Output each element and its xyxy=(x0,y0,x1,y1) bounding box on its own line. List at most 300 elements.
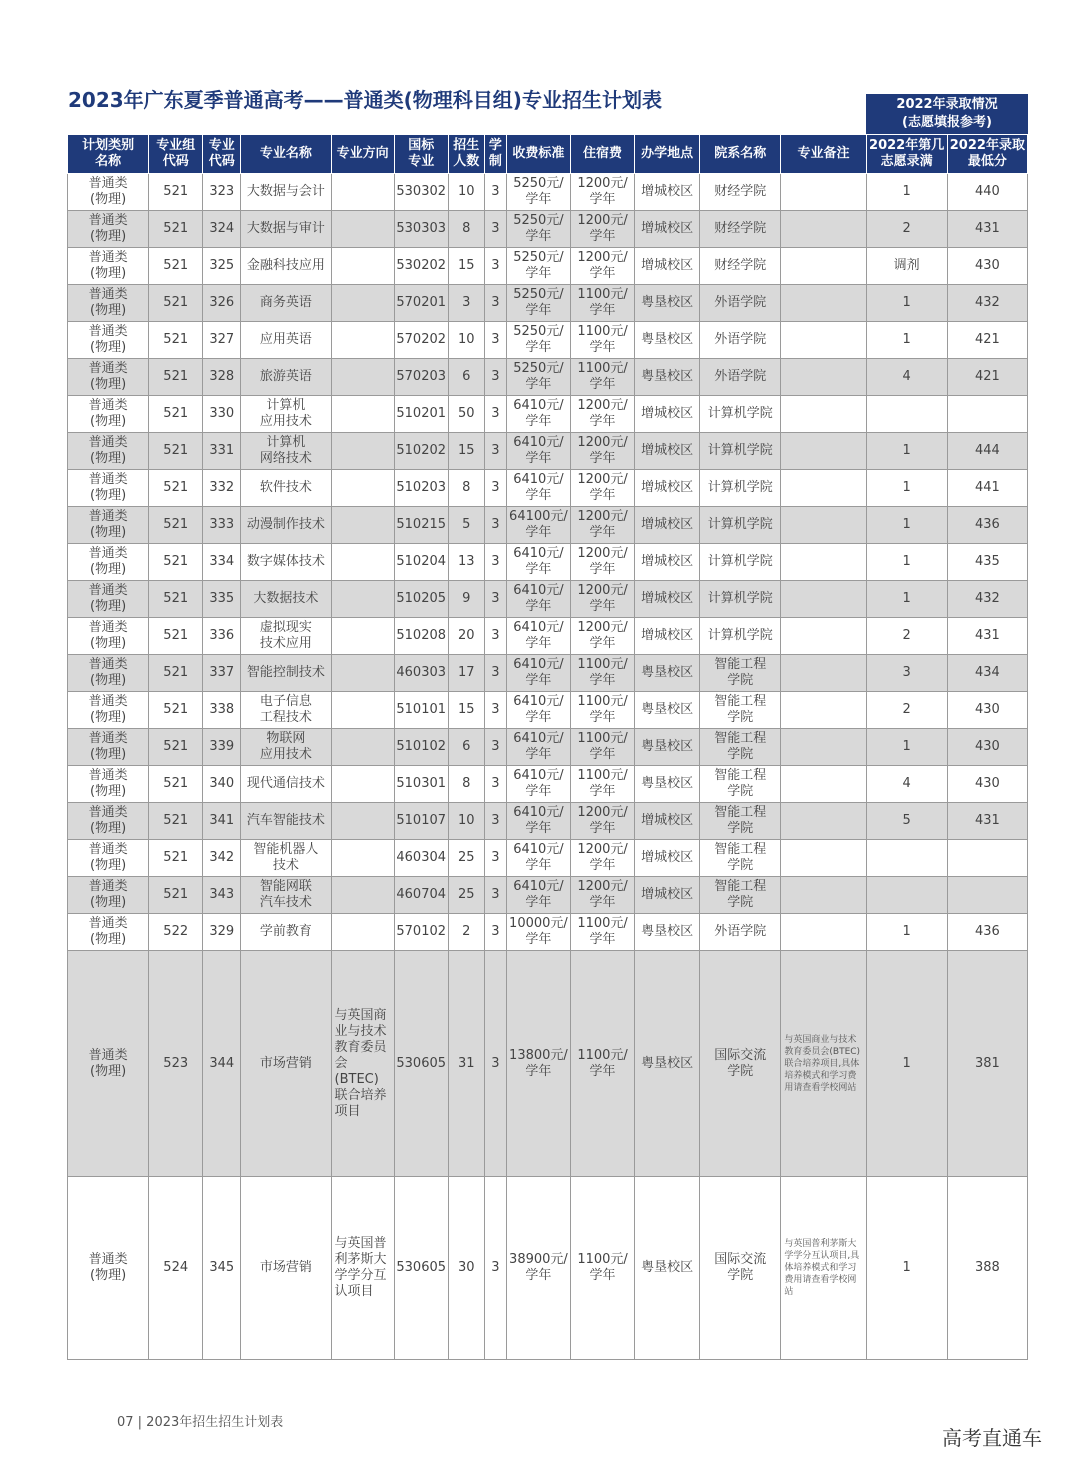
cell-duration: 3 xyxy=(484,174,506,211)
cell-duration: 3 xyxy=(484,877,506,914)
cell-group-code: 521 xyxy=(149,248,203,285)
cell-admission-round: 1 xyxy=(866,322,947,359)
cell-category-line: 普通类 xyxy=(88,509,128,524)
cell-department xyxy=(700,285,781,322)
cell-major-name-line: 虚拟现实 xyxy=(259,620,312,635)
cell-major-name xyxy=(241,655,331,692)
cell-campus: 增城校区 xyxy=(635,544,700,581)
cell-major-direction xyxy=(331,285,394,322)
cell-campus: 增城校区 xyxy=(635,581,700,618)
cell-tuition xyxy=(506,211,570,248)
cell-major-name-line: 智能控制技术 xyxy=(246,665,325,680)
cell-national-code: 570201 xyxy=(394,285,448,322)
cell-category-line: (物理) xyxy=(90,858,127,873)
cell-group-code: 521 xyxy=(149,581,203,618)
cell-dorm-fee-line: 1200元/ xyxy=(577,509,628,524)
cell-tuition xyxy=(506,951,570,1177)
cell-major-note xyxy=(781,396,866,433)
cell-campus: 增城校区 xyxy=(635,877,700,914)
cell-major-name-line: 商务英语 xyxy=(259,295,312,310)
cell-tuition xyxy=(506,359,570,396)
cell-min-score: 421 xyxy=(947,359,1027,396)
table-row xyxy=(68,840,1028,877)
cell-major-note xyxy=(781,285,866,322)
cell-department-line: 外语学院 xyxy=(714,295,767,310)
cell-department-line: 计算机学院 xyxy=(707,406,773,421)
cell-campus: 增城校区 xyxy=(635,470,700,507)
cell-department-line: 学院 xyxy=(727,747,754,762)
cell-enroll-count: 31 xyxy=(448,951,484,1177)
cell-major-code: 341 xyxy=(203,803,241,840)
table-row xyxy=(68,396,1028,433)
cell-major-code: 344 xyxy=(203,951,241,1177)
cell-dorm-fee-line: 1200元/ xyxy=(577,620,628,635)
cell-dorm-fee xyxy=(570,174,634,211)
table-row xyxy=(68,285,1028,322)
cell-tuition-line: 学年 xyxy=(525,451,552,466)
cell-tuition-line: 学年 xyxy=(525,340,552,355)
table-row xyxy=(68,174,1028,211)
cell-department-line: 智能工程 xyxy=(714,805,767,820)
column-header-line: 制 xyxy=(488,154,502,169)
cell-min-score: 432 xyxy=(947,285,1027,322)
cell-dorm-fee-line: 学年 xyxy=(589,229,616,244)
cell-department-line: 学院 xyxy=(727,784,754,799)
cell-major-direction xyxy=(331,729,394,766)
cell-department-line: 计算机学院 xyxy=(707,628,773,643)
cell-tuition-line: 学年 xyxy=(525,673,552,688)
cell-major-note xyxy=(781,655,866,692)
cell-dorm-fee xyxy=(570,396,634,433)
cell-group-code: 521 xyxy=(149,359,203,396)
cell-dorm-fee xyxy=(570,766,634,803)
cell-department-line: 学院 xyxy=(727,1268,754,1283)
cell-tuition xyxy=(506,285,570,322)
cell-national-code: 530302 xyxy=(394,174,448,211)
column-header-duration xyxy=(484,135,506,174)
cell-category-line: 普通类 xyxy=(88,916,128,931)
cell-category xyxy=(68,840,149,877)
cell-min-score: 434 xyxy=(947,655,1027,692)
cell-major-name xyxy=(241,914,331,951)
column-header-tuition xyxy=(506,135,570,174)
cell-campus: 增城校区 xyxy=(635,174,700,211)
cell-enroll-count: 13 xyxy=(448,544,484,581)
cell-category-line: 普通类 xyxy=(88,472,128,487)
cell-enroll-count: 5 xyxy=(448,507,484,544)
cell-tuition-line: 6410元/ xyxy=(513,694,564,709)
cell-admission-round: 1 xyxy=(866,581,947,618)
cell-major-code: 326 xyxy=(203,285,241,322)
cell-tuition-line: 64100元/ xyxy=(509,509,568,524)
cell-department xyxy=(700,248,781,285)
cell-major-code: 345 xyxy=(203,1177,241,1360)
cell-major-name-line: 旅游英语 xyxy=(259,369,312,384)
cell-major-direction-line: 项目 xyxy=(334,1103,361,1119)
cell-min-score: 430 xyxy=(947,692,1027,729)
cell-admission-round xyxy=(866,877,947,914)
cell-department-line: 计算机学院 xyxy=(707,517,773,532)
cell-national-code: 530303 xyxy=(394,211,448,248)
cell-tuition-line: 6410元/ xyxy=(513,583,564,598)
cell-category xyxy=(68,1177,149,1360)
cell-dorm-fee-line: 1100元/ xyxy=(577,287,628,302)
cell-major-code: 333 xyxy=(203,507,241,544)
cell-major-code: 331 xyxy=(203,433,241,470)
cell-tuition-line: 学年 xyxy=(525,599,552,614)
cell-dorm-fee-line: 学年 xyxy=(589,599,616,614)
reference-header-line: (志愿填报参考) xyxy=(902,115,992,130)
cell-tuition-line: 5250元/ xyxy=(513,361,564,376)
cell-category-line: 普通类 xyxy=(88,287,128,302)
cell-major-name xyxy=(241,581,331,618)
cell-department-line: 外语学院 xyxy=(714,369,767,384)
cell-admission-round: 1 xyxy=(866,544,947,581)
cell-dorm-fee-line: 1200元/ xyxy=(577,583,628,598)
cell-category-line: (物理) xyxy=(90,821,127,836)
cell-major-direction-line: 联合培养 xyxy=(334,1087,387,1103)
cell-group-code: 521 xyxy=(149,618,203,655)
cell-category xyxy=(68,951,149,1177)
cell-department-line: 国际交流 xyxy=(714,1047,767,1063)
cell-national-code: 570203 xyxy=(394,359,448,396)
cell-national-code: 510201 xyxy=(394,396,448,433)
cell-enroll-count: 15 xyxy=(448,692,484,729)
cell-category-line: 普通类 xyxy=(88,768,128,783)
cell-category-line: (物理) xyxy=(90,710,127,725)
cell-department xyxy=(700,655,781,692)
cell-dorm-fee-line: 1100元/ xyxy=(577,657,628,672)
cell-dorm-fee-line: 学年 xyxy=(589,488,616,503)
cell-major-direction xyxy=(331,174,394,211)
cell-major-name xyxy=(241,544,331,581)
cell-major-direction-line: 会(BTEC) xyxy=(334,1055,379,1087)
cell-major-direction xyxy=(331,581,394,618)
cell-campus: 粤垦校区 xyxy=(635,692,700,729)
cell-duration: 3 xyxy=(484,322,506,359)
cell-department-line: 计算机学院 xyxy=(707,480,773,495)
table-row xyxy=(68,618,1028,655)
cell-dorm-fee xyxy=(570,877,634,914)
cell-dorm-fee-line: 学年 xyxy=(589,858,616,873)
cell-enroll-count: 15 xyxy=(448,248,484,285)
cell-admission-round xyxy=(866,396,947,433)
cell-department-line: 学院 xyxy=(727,858,754,873)
cell-department-line: 智能工程 xyxy=(714,731,767,746)
cell-department xyxy=(700,433,781,470)
cell-dorm-fee xyxy=(570,433,634,470)
cell-department xyxy=(700,877,781,914)
cell-department xyxy=(700,914,781,951)
column-header-line: 2022年录取 xyxy=(949,138,1025,153)
cell-major-name-line: 数字媒体技术 xyxy=(246,554,325,569)
cell-group-code: 521 xyxy=(149,692,203,729)
cell-tuition-line: 6410元/ xyxy=(513,842,564,857)
cell-campus: 粤垦校区 xyxy=(635,766,700,803)
cell-tuition-line: 学年 xyxy=(525,858,552,873)
cell-major-direction xyxy=(331,840,394,877)
table-row xyxy=(68,581,1028,618)
cell-campus: 增城校区 xyxy=(635,211,700,248)
cell-major-direction xyxy=(331,211,394,248)
cell-category-line: 普通类 xyxy=(88,324,128,339)
cell-major-name-line: 动漫制作技术 xyxy=(246,517,325,532)
column-header-line: 国标 xyxy=(408,138,435,153)
table-row xyxy=(68,1177,1028,1360)
cell-duration: 3 xyxy=(484,544,506,581)
cell-department xyxy=(700,211,781,248)
cell-enroll-count: 2 xyxy=(448,914,484,951)
cell-campus: 增城校区 xyxy=(635,433,700,470)
cell-major-direction-line: 业与技术 xyxy=(334,1023,387,1039)
cell-category-line: 普通类 xyxy=(88,250,128,265)
cell-category xyxy=(68,470,149,507)
cell-major-note xyxy=(781,914,866,951)
cell-category-line: (物理) xyxy=(90,747,127,762)
cell-tuition-line: 学年 xyxy=(525,1268,552,1283)
column-header-line: 办学地点 xyxy=(641,146,694,161)
cell-national-code: 510203 xyxy=(394,470,448,507)
cell-enroll-count: 10 xyxy=(448,803,484,840)
cell-group-code: 521 xyxy=(149,322,203,359)
cell-department-line: 学院 xyxy=(727,710,754,725)
cell-major-name-line: 物联网 xyxy=(266,731,306,746)
cell-dorm-fee xyxy=(570,692,634,729)
cell-department-line: 外语学院 xyxy=(714,332,767,347)
column-header-category xyxy=(68,135,149,174)
cell-category-line: (物理) xyxy=(90,377,127,392)
cell-department xyxy=(700,618,781,655)
cell-department-line: 财经学院 xyxy=(714,184,767,199)
cell-min-score: 436 xyxy=(947,507,1027,544)
cell-enroll-count: 10 xyxy=(448,322,484,359)
cell-tuition-line: 5250元/ xyxy=(513,287,564,302)
cell-major-direction-line: 认项目 xyxy=(334,1284,374,1299)
column-header-line: 计划类别 xyxy=(82,138,135,153)
table-row xyxy=(68,655,1028,692)
cell-department-line: 计算机学院 xyxy=(707,554,773,569)
cell-min-score xyxy=(947,396,1027,433)
cell-group-code: 523 xyxy=(149,951,203,1177)
cell-min-score: 432 xyxy=(947,581,1027,618)
cell-major-name-line: 电子信息 xyxy=(259,694,312,709)
column-header-major-note xyxy=(781,135,866,174)
cell-dorm-fee-line: 1100元/ xyxy=(577,916,628,931)
cell-major-name xyxy=(241,729,331,766)
cell-major-name xyxy=(241,766,331,803)
cell-min-score: 436 xyxy=(947,914,1027,951)
cell-major-direction-line: 与英国商 xyxy=(334,1007,387,1023)
cell-campus: 粤垦校区 xyxy=(635,359,700,396)
cell-major-name xyxy=(241,803,331,840)
column-header-line: 学 xyxy=(488,138,502,153)
cell-dorm-fee-line: 1200元/ xyxy=(577,250,628,265)
cell-dorm-fee xyxy=(570,914,634,951)
cell-duration: 3 xyxy=(484,914,506,951)
column-header-line: 专业 xyxy=(408,154,435,169)
cell-admission-round: 1 xyxy=(866,285,947,322)
cell-category xyxy=(68,618,149,655)
cell-department xyxy=(700,544,781,581)
cell-major-direction xyxy=(331,914,394,951)
cell-major-name-line: 学前教育 xyxy=(259,924,312,939)
cell-major-note: 与英国普利茅斯大学学分互认项目,具体培养模式和学习费用请查看学校网站 xyxy=(781,1177,866,1360)
cell-dorm-fee-line: 学年 xyxy=(589,784,616,799)
cell-category-line: (物理) xyxy=(90,451,127,466)
cell-duration: 3 xyxy=(484,655,506,692)
cell-dorm-fee-line: 学年 xyxy=(589,636,616,651)
cell-dorm-fee xyxy=(570,951,634,1177)
cell-major-note xyxy=(781,692,866,729)
cell-dorm-fee xyxy=(570,618,634,655)
cell-department-line: 财经学院 xyxy=(714,258,767,273)
cell-major-code: 338 xyxy=(203,692,241,729)
cell-tuition-line: 13800元/ xyxy=(509,1047,568,1063)
cell-major-code: 334 xyxy=(203,544,241,581)
cell-category xyxy=(68,211,149,248)
cell-major-code: 332 xyxy=(203,470,241,507)
cell-tuition-line: 学年 xyxy=(525,784,552,799)
cell-duration: 3 xyxy=(484,618,506,655)
cell-major-note xyxy=(781,803,866,840)
cell-department-line: 国际交流 xyxy=(714,1252,767,1267)
column-header-line: 代码 xyxy=(208,154,235,169)
cell-tuition xyxy=(506,433,570,470)
cell-national-code: 570202 xyxy=(394,322,448,359)
cell-enroll-count: 25 xyxy=(448,840,484,877)
column-header-admission-round xyxy=(866,135,947,174)
cell-campus: 增城校区 xyxy=(635,507,700,544)
cell-department xyxy=(700,359,781,396)
cell-category-line: 普通类 xyxy=(88,1047,128,1063)
cell-tuition xyxy=(506,877,570,914)
cell-major-direction xyxy=(331,544,394,581)
cell-department xyxy=(700,507,781,544)
cell-tuition-line: 6410元/ xyxy=(513,546,564,561)
cell-dorm-fee-line: 学年 xyxy=(589,451,616,466)
cell-national-code: 510102 xyxy=(394,729,448,766)
cell-tuition-line: 6410元/ xyxy=(513,435,564,450)
cell-tuition-line: 5250元/ xyxy=(513,324,564,339)
cell-major-name-line: 市场营销 xyxy=(259,1260,312,1275)
cell-category-line: (物理) xyxy=(90,1063,127,1079)
cell-dorm-fee xyxy=(570,1177,634,1360)
cell-tuition xyxy=(506,581,570,618)
cell-category-line: 普通类 xyxy=(88,842,128,857)
cell-tuition-line: 6410元/ xyxy=(513,879,564,894)
cell-major-name-line: 汽车智能技术 xyxy=(246,813,325,828)
cell-department-line: 学院 xyxy=(727,1063,754,1079)
cell-tuition xyxy=(506,396,570,433)
cell-enroll-count: 6 xyxy=(448,729,484,766)
cell-category xyxy=(68,729,149,766)
cell-group-code: 521 xyxy=(149,433,203,470)
cell-group-code: 521 xyxy=(149,470,203,507)
cell-tuition xyxy=(506,322,570,359)
cell-national-code: 460303 xyxy=(394,655,448,692)
column-header-line: 代码 xyxy=(162,154,189,169)
cell-major-name-line: 网络技术 xyxy=(259,451,312,466)
cell-tuition-line: 学年 xyxy=(525,303,552,318)
cell-major-note xyxy=(781,766,866,803)
cell-major-name-line: 汽车技术 xyxy=(259,895,312,910)
cell-major-name xyxy=(241,507,331,544)
cell-department xyxy=(700,766,781,803)
cell-tuition xyxy=(506,1177,570,1360)
cell-dorm-fee-line: 1100元/ xyxy=(577,1252,628,1267)
cell-category-line: (物理) xyxy=(90,303,127,318)
cell-major-direction xyxy=(331,322,394,359)
cell-major-note xyxy=(781,729,866,766)
table-row xyxy=(68,803,1028,840)
cell-category xyxy=(68,581,149,618)
cell-major-name xyxy=(241,1177,331,1360)
cell-group-code: 521 xyxy=(149,803,203,840)
cell-campus: 增城校区 xyxy=(635,396,700,433)
cell-campus: 粤垦校区 xyxy=(635,951,700,1177)
cell-dorm-fee-line: 学年 xyxy=(589,747,616,762)
cell-national-code: 460304 xyxy=(394,840,448,877)
cell-tuition-line: 5250元/ xyxy=(513,250,564,265)
cell-min-score: 381 xyxy=(947,951,1027,1177)
cell-department xyxy=(700,729,781,766)
cell-enroll-count: 3 xyxy=(448,285,484,322)
cell-major-direction xyxy=(331,248,394,285)
column-header-dorm-fee xyxy=(570,135,634,174)
column-header-line: 招生 xyxy=(453,138,480,153)
cell-group-code: 521 xyxy=(149,840,203,877)
cell-tuition-line: 10000元/ xyxy=(509,916,568,931)
cell-tuition-line: 学年 xyxy=(525,229,552,244)
cell-major-name xyxy=(241,359,331,396)
table-row xyxy=(68,470,1028,507)
cell-major-direction xyxy=(331,803,394,840)
cell-min-score: 388 xyxy=(947,1177,1027,1360)
cell-enroll-count: 50 xyxy=(448,396,484,433)
cell-department xyxy=(700,581,781,618)
cell-category xyxy=(68,803,149,840)
cell-major-direction-line: 与英国普 xyxy=(334,1236,387,1251)
cell-major-note xyxy=(781,211,866,248)
cell-group-code: 521 xyxy=(149,507,203,544)
cell-major-name-line: 智能网联 xyxy=(259,879,312,894)
cell-tuition xyxy=(506,766,570,803)
cell-tuition-line: 学年 xyxy=(525,488,552,503)
cell-group-code: 521 xyxy=(149,729,203,766)
cell-duration: 3 xyxy=(484,470,506,507)
cell-department xyxy=(700,840,781,877)
cell-dorm-fee-line: 1100元/ xyxy=(577,324,628,339)
column-header-line: 专业 xyxy=(208,138,235,153)
cell-category-line: 普通类 xyxy=(88,657,128,672)
cell-major-direction xyxy=(331,692,394,729)
reference-header-line: 2022年录取情况 xyxy=(896,97,998,112)
cell-admission-round: 1 xyxy=(866,729,947,766)
cell-admission-round: 1 xyxy=(866,507,947,544)
cell-min-score: 441 xyxy=(947,470,1027,507)
cell-major-direction xyxy=(331,877,394,914)
cell-tuition-line: 6410元/ xyxy=(513,620,564,635)
cell-major-direction xyxy=(331,470,394,507)
cell-duration: 3 xyxy=(484,248,506,285)
cell-major-name xyxy=(241,951,331,1177)
cell-dorm-fee-line: 学年 xyxy=(589,673,616,688)
cell-tuition-line: 学年 xyxy=(525,377,552,392)
cell-duration: 3 xyxy=(484,803,506,840)
cell-major-note xyxy=(781,433,866,470)
cell-group-code: 521 xyxy=(149,174,203,211)
table-row xyxy=(68,766,1028,803)
